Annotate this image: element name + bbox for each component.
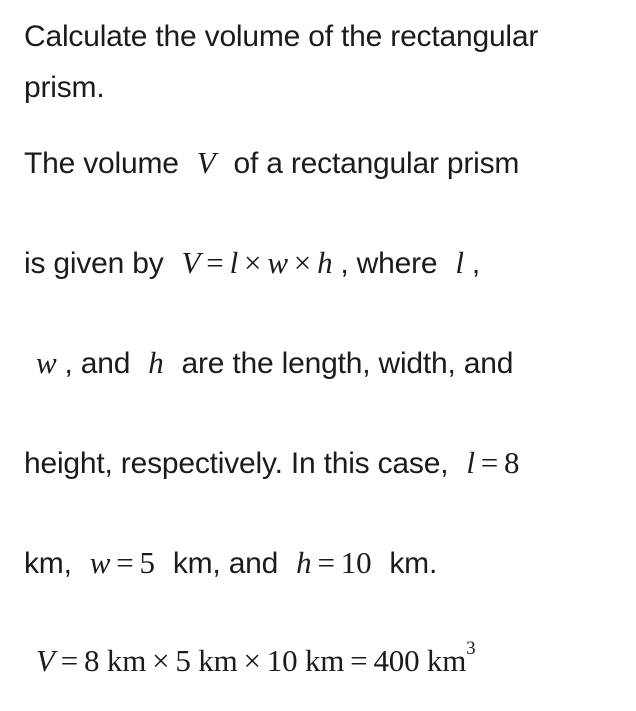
math-term: 5 km — [175, 643, 238, 678]
text: km, — [24, 547, 72, 580]
math-term: 10 km — [266, 643, 345, 678]
math-var-h: h — [296, 545, 312, 580]
text: The volume — [24, 147, 179, 180]
math-equals: = — [116, 545, 134, 580]
answer-line-6 — [24, 447, 519, 479]
math-var-V: V — [196, 145, 216, 180]
math-term: 8 km — [84, 643, 147, 678]
answer-line-3 — [24, 147, 519, 179]
math-exponent: 3 — [466, 638, 476, 659]
math-equals: = — [317, 545, 335, 580]
math-equals: = — [350, 643, 368, 678]
math-times: × — [152, 643, 170, 678]
question-text-2: prism. — [24, 71, 105, 104]
math-equals: = — [480, 445, 499, 480]
math-equals: = — [206, 245, 224, 280]
math-var-h: h — [317, 245, 333, 280]
text: is given by — [24, 247, 164, 280]
question-text-1: Calculate the volume of the rectangular — [24, 20, 539, 53]
answer-line-4 — [24, 247, 480, 279]
math-var-V: V — [181, 245, 201, 280]
math-var-h: h — [148, 345, 164, 380]
text: km, and — [172, 547, 279, 580]
text: , where — [340, 247, 438, 280]
math-var-l: l — [229, 245, 239, 280]
math-result: 400 km — [373, 643, 467, 678]
math-equals: = — [60, 643, 79, 678]
text: km. — [389, 547, 438, 580]
question-line-2 — [24, 73, 104, 103]
answer-line-7 — [24, 547, 437, 579]
math-times: × — [243, 643, 261, 678]
answer-equation-line — [36, 638, 476, 678]
math-times: × — [293, 245, 312, 280]
question-line-1 — [24, 22, 538, 52]
math-var-w: w — [267, 245, 288, 280]
math-var-l: l — [455, 245, 464, 280]
math-number: 10 — [340, 545, 372, 580]
math-var-w: w — [89, 545, 111, 580]
math-var-V: V — [36, 643, 55, 678]
text: of a rectangular prism — [233, 147, 520, 180]
answer-line-5 — [36, 347, 513, 379]
math-times: × — [244, 245, 262, 280]
text: are the length, width, and — [181, 347, 514, 380]
text: height, respectively. In this case, — [24, 447, 449, 480]
text: , — [471, 247, 480, 280]
math-number: 5 — [139, 545, 155, 580]
math-var-l: l — [466, 445, 475, 480]
math-var-w: w — [36, 345, 57, 380]
math-number: 8 — [504, 445, 520, 480]
text: , and — [64, 347, 131, 380]
